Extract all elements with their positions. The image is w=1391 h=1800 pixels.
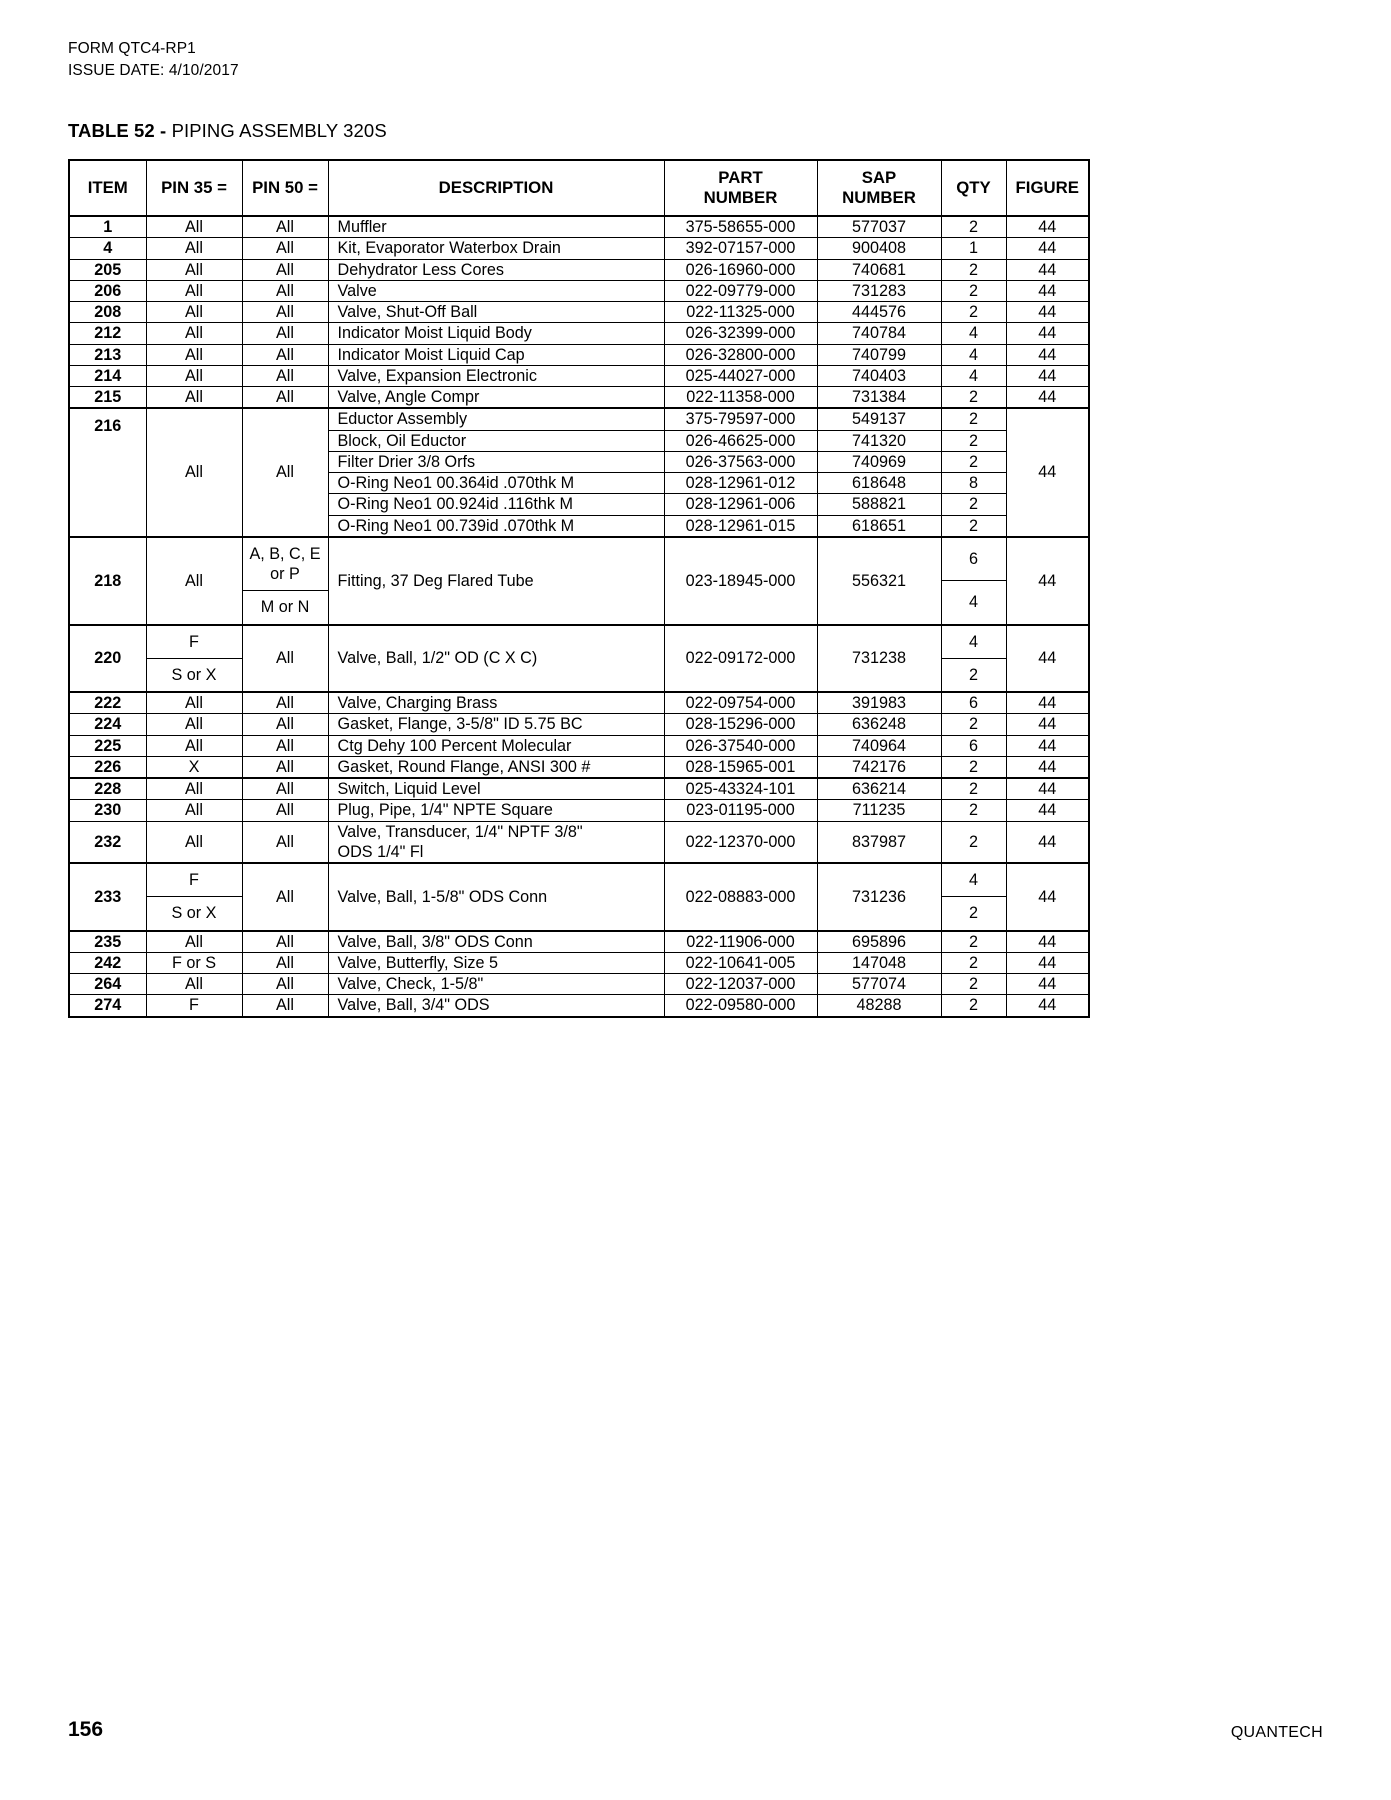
cell-qty-option-b: 2 <box>942 658 1006 691</box>
cell-description <box>328 821 664 863</box>
cell-sap-number: 740964 <box>817 735 941 756</box>
cell-sap-number: 731238 <box>817 625 941 693</box>
cell-part-number: 028-12961-006 <box>664 494 817 515</box>
cell-pin50: All <box>242 692 328 714</box>
table-row-group-220 <box>69 625 1089 693</box>
cell-qty: 2 <box>941 451 1006 472</box>
cell-pin35: All <box>146 735 242 756</box>
cell-part-number: 028-15296-000 <box>664 714 817 735</box>
cell-description: O-Ring Neo1 00.364id .070thk M <box>328 473 664 494</box>
parts-table <box>68 159 1090 1018</box>
cell-part-number: 022-12037-000 <box>664 974 817 995</box>
cell-qty: 2 <box>941 387 1006 409</box>
cell-pin50: All <box>242 216 328 238</box>
cell-qty: 2 <box>941 216 1006 238</box>
cell-item: 205 <box>69 259 146 280</box>
column-header-description: DESCRIPTION <box>328 160 664 216</box>
cell-pin50: All <box>242 259 328 280</box>
publisher-name: QUANTECH <box>1230 1724 1323 1741</box>
cell-pin50: All <box>242 238 328 259</box>
cell-sap-number: 741320 <box>817 430 941 451</box>
cell-item: 216 <box>69 408 146 537</box>
cell-sap-number: 742176 <box>817 756 941 778</box>
table-row <box>69 259 1089 280</box>
cell-description: Valve, Ball, 3/8" ODS Conn <box>328 931 664 953</box>
table-row <box>69 778 1089 800</box>
cell-sap-number: 48288 <box>817 995 941 1017</box>
cell-part-number: 022-12370-000 <box>664 821 817 863</box>
table-row <box>69 800 1089 821</box>
cell-description: Dehydrator Less Cores <box>328 259 664 280</box>
cell-pin50: All <box>242 974 328 995</box>
cell-item: 214 <box>69 365 146 386</box>
table-row <box>69 995 1089 1017</box>
cell-pin35: F <box>146 995 242 1017</box>
cell-part-number: 375-58655-000 <box>664 216 817 238</box>
cell-figure: 44 <box>1006 625 1089 693</box>
cell-sap-number: 731384 <box>817 387 941 409</box>
cell-qty: 2 <box>941 408 1006 430</box>
cell-pin50-split <box>242 537 328 625</box>
cell-pin35-split <box>146 863 242 931</box>
cell-pin35: All <box>146 931 242 953</box>
column-header-figure: FIGURE <box>1006 160 1089 216</box>
column-header-sap-number-line2: NUMBER <box>842 188 916 207</box>
table-row <box>69 714 1089 735</box>
cell-qty-split <box>941 863 1006 931</box>
cell-qty: 2 <box>941 800 1006 821</box>
cell-figure: 44 <box>1006 778 1089 800</box>
cell-part-number: 022-09172-000 <box>664 625 817 693</box>
cell-pin50: All <box>242 995 328 1017</box>
cell-pin50: All <box>242 931 328 953</box>
cell-description: Kit, Evaporator Waterbox Drain <box>328 238 664 259</box>
cell-description: Indicator Moist Liquid Cap <box>328 344 664 365</box>
cell-pin50: All <box>242 323 328 344</box>
cell-part-number: 023-01195-000 <box>664 800 817 821</box>
cell-description: Valve, Angle Compr <box>328 387 664 409</box>
cell-pin50: All <box>242 863 328 931</box>
cell-description: Plug, Pipe, 1/4" NPTE Square <box>328 800 664 821</box>
cell-pin35: All <box>146 974 242 995</box>
cell-sap-number: 695896 <box>817 931 941 953</box>
cell-figure: 44 <box>1006 280 1089 301</box>
cell-pin35: All <box>146 259 242 280</box>
cell-sap-number: 900408 <box>817 238 941 259</box>
cell-description: Filter Drier 3/8 Orfs <box>328 451 664 472</box>
table-row <box>69 974 1089 995</box>
cell-part-number: 022-11358-000 <box>664 387 817 409</box>
cell-item: 225 <box>69 735 146 756</box>
cell-figure: 44 <box>1006 387 1089 409</box>
cell-pin35: All <box>146 800 242 821</box>
cell-description: Eductor Assembly <box>328 408 664 430</box>
cell-sap-number: 618648 <box>817 473 941 494</box>
cell-sap-number: 577074 <box>817 974 941 995</box>
cell-item: 274 <box>69 995 146 1017</box>
cell-figure: 44 <box>1006 714 1089 735</box>
cell-part-number: 026-32399-000 <box>664 323 817 344</box>
cell-qty: 2 <box>941 995 1006 1017</box>
cell-sap-number: 740681 <box>817 259 941 280</box>
cell-item: 235 <box>69 931 146 953</box>
cell-pin50-option-a: A, B, C, E or P <box>249 544 321 583</box>
cell-pin35: All <box>146 408 242 537</box>
cell-part-number: 025-43324-101 <box>664 778 817 800</box>
cell-qty: 2 <box>941 430 1006 451</box>
cell-figure: 44 <box>1006 238 1089 259</box>
cell-description: Fitting, 37 Deg Flared Tube <box>328 537 664 625</box>
cell-item: 232 <box>69 821 146 863</box>
table-title <box>68 120 1323 142</box>
table-row <box>69 365 1089 386</box>
cell-pin50: All <box>242 778 328 800</box>
column-header-pin35: PIN 35 = <box>146 160 242 216</box>
cell-pin35-split <box>146 625 242 693</box>
cell-pin35: X <box>146 756 242 778</box>
cell-qty: 2 <box>941 952 1006 973</box>
cell-part-number: 022-10641-005 <box>664 952 817 973</box>
cell-pin35-option-a: F <box>189 871 199 889</box>
cell-pin35-option-b: S or X <box>147 896 242 929</box>
cell-pin35: All <box>146 387 242 409</box>
cell-description: Valve, Check, 1-5/8" <box>328 974 664 995</box>
cell-part-number: 022-09779-000 <box>664 280 817 301</box>
page-footer <box>68 1718 1323 1742</box>
cell-pin50: All <box>242 387 328 409</box>
cell-description: Valve, Ball, 1-5/8" ODS Conn <box>328 863 664 931</box>
table-row <box>69 735 1089 756</box>
cell-description-line1: Valve, Transducer, 1/4" NPTF 3/8" <box>337 822 583 841</box>
column-header-pin50: PIN 50 = <box>242 160 328 216</box>
cell-pin35: All <box>146 537 242 625</box>
cell-pin35: F or S <box>146 952 242 973</box>
cell-pin35: All <box>146 344 242 365</box>
table-row <box>69 323 1089 344</box>
cell-sap-number: 549137 <box>817 408 941 430</box>
cell-figure: 44 <box>1006 323 1089 344</box>
cell-sap-number: 731283 <box>817 280 941 301</box>
cell-qty: 8 <box>941 473 1006 494</box>
column-header-sap-number <box>817 160 941 216</box>
cell-pin35: All <box>146 280 242 301</box>
cell-pin35: All <box>146 365 242 386</box>
cell-pin35: All <box>146 692 242 714</box>
table-title-name: PIPING ASSEMBLY 320S <box>171 120 387 141</box>
cell-pin35: All <box>146 302 242 323</box>
cell-pin50: All <box>242 952 328 973</box>
cell-figure: 44 <box>1006 259 1089 280</box>
cell-qty: 2 <box>941 714 1006 735</box>
cell-description: Switch, Liquid Level <box>328 778 664 800</box>
column-header-part-number-line1: PART <box>718 168 763 188</box>
cell-description: O-Ring Neo1 00.924id .116thk M <box>328 494 664 515</box>
cell-pin50: All <box>242 302 328 323</box>
table-row <box>69 387 1089 409</box>
cell-sap-number: 731236 <box>817 863 941 931</box>
cell-sap-number: 577037 <box>817 216 941 238</box>
cell-sap-number: 837987 <box>817 821 941 863</box>
cell-pin35-option-a: F <box>189 632 199 651</box>
cell-part-number: 022-09754-000 <box>664 692 817 714</box>
cell-description: Muffler <box>328 216 664 238</box>
cell-figure: 44 <box>1006 216 1089 238</box>
cell-part-number: 022-11906-000 <box>664 931 817 953</box>
cell-item: 218 <box>69 537 146 625</box>
cell-sap-number: 147048 <box>817 952 941 973</box>
table-row <box>69 756 1089 778</box>
cell-description: Valve, Butterfly, Size 5 <box>328 952 664 973</box>
cell-item: 226 <box>69 756 146 778</box>
cell-description: Valve, Shut-Off Ball <box>328 302 664 323</box>
table-row-group-233 <box>69 863 1089 931</box>
form-number: FORM QTC4-RP1 <box>68 40 196 57</box>
column-header-part-number <box>664 160 817 216</box>
cell-item: 208 <box>69 302 146 323</box>
table-row <box>69 238 1089 259</box>
cell-qty: 6 <box>941 735 1006 756</box>
table-row <box>69 216 1089 238</box>
cell-description: Indicator Moist Liquid Body <box>328 323 664 344</box>
cell-figure: 44 <box>1006 995 1089 1017</box>
cell-description: Gasket, Round Flange, ANSI 300 # <box>328 756 664 778</box>
page-number: 156 <box>68 1718 104 1741</box>
cell-figure: 44 <box>1006 735 1089 756</box>
cell-figure: 44 <box>1006 537 1089 625</box>
cell-item: 228 <box>69 778 146 800</box>
table-row <box>69 692 1089 714</box>
cell-pin50: All <box>242 280 328 301</box>
cell-item: 224 <box>69 714 146 735</box>
cell-figure: 44 <box>1006 821 1089 863</box>
cell-pin35-option-b: S or X <box>147 658 242 691</box>
cell-qty: 2 <box>941 756 1006 778</box>
cell-part-number: 022-08883-000 <box>664 863 817 931</box>
column-header-sap-number-line1: SAP <box>861 168 897 188</box>
cell-description: Valve, Charging Brass <box>328 692 664 714</box>
cell-sap-number: 636214 <box>817 778 941 800</box>
table-row-group-218 <box>69 537 1089 625</box>
cell-description: Valve, Ball, 1/2" OD (C X C) <box>328 625 664 693</box>
cell-pin35: All <box>146 714 242 735</box>
table-header-row <box>69 160 1089 216</box>
cell-figure: 44 <box>1006 344 1089 365</box>
cell-figure: 44 <box>1006 692 1089 714</box>
cell-sap-number: 740969 <box>817 451 941 472</box>
cell-description: Valve, Expansion Electronic <box>328 365 664 386</box>
cell-part-number: 028-15965-001 <box>664 756 817 778</box>
cell-qty: 2 <box>941 821 1006 863</box>
cell-part-number: 028-12961-015 <box>664 515 817 537</box>
cell-qty-split <box>941 625 1006 693</box>
cell-figure: 44 <box>1006 952 1089 973</box>
issue-date: ISSUE DATE: 4/10/2017 <box>68 62 239 79</box>
cell-pin50: All <box>242 821 328 863</box>
cell-item: 264 <box>69 974 146 995</box>
cell-qty: 4 <box>941 344 1006 365</box>
cell-qty-option-b: 4 <box>942 580 1006 623</box>
cell-part-number: 026-37540-000 <box>664 735 817 756</box>
cell-description-line2: ODS 1/4" Fl <box>337 842 424 861</box>
column-header-qty: QTY <box>941 160 1006 216</box>
cell-description: O-Ring Neo1 00.739id .070thk M <box>328 515 664 537</box>
cell-figure: 44 <box>1006 931 1089 953</box>
cell-qty: 2 <box>941 280 1006 301</box>
cell-part-number: 022-09580-000 <box>664 995 817 1017</box>
cell-qty: 2 <box>941 494 1006 515</box>
cell-figure: 44 <box>1006 863 1089 931</box>
cell-qty: 2 <box>941 259 1006 280</box>
cell-pin50: All <box>242 408 328 537</box>
cell-qty-option-b: 2 <box>942 896 1006 929</box>
cell-description: Ctg Dehy 100 Percent Molecular <box>328 735 664 756</box>
cell-sap-number: 391983 <box>817 692 941 714</box>
cell-qty-option-a: 4 <box>968 871 978 889</box>
cell-pin35: All <box>146 238 242 259</box>
cell-figure: 44 <box>1006 365 1089 386</box>
cell-qty-split <box>941 537 1006 625</box>
cell-description: Gasket, Flange, 3-5/8" ID 5.75 BC <box>328 714 664 735</box>
cell-item: 206 <box>69 280 146 301</box>
cell-figure: 44 <box>1006 800 1089 821</box>
cell-figure: 44 <box>1006 408 1089 537</box>
cell-part-number: 023-18945-000 <box>664 537 817 625</box>
cell-pin35: All <box>146 216 242 238</box>
table-row-group-216 <box>69 408 1089 430</box>
cell-sap-number: 556321 <box>817 537 941 625</box>
cell-pin50: All <box>242 756 328 778</box>
cell-pin50: All <box>242 800 328 821</box>
column-header-part-number-line2: NUMBER <box>703 188 778 207</box>
cell-qty: 2 <box>941 931 1006 953</box>
table-title-label: TABLE 52 - <box>68 120 167 141</box>
cell-item: 213 <box>69 344 146 365</box>
parts-table-body <box>69 216 1089 1017</box>
cell-pin50: All <box>242 344 328 365</box>
cell-qty-option-a: 4 <box>968 632 978 651</box>
cell-qty: 2 <box>941 778 1006 800</box>
cell-item: 222 <box>69 692 146 714</box>
cell-part-number: 026-46625-000 <box>664 430 817 451</box>
cell-pin35: All <box>146 778 242 800</box>
cell-figure: 44 <box>1006 302 1089 323</box>
cell-pin50: All <box>242 625 328 693</box>
cell-pin50: All <box>242 365 328 386</box>
cell-part-number: 392-07157-000 <box>664 238 817 259</box>
cell-figure: 44 <box>1006 756 1089 778</box>
cell-qty: 4 <box>941 323 1006 344</box>
cell-part-number: 375-79597-000 <box>664 408 817 430</box>
cell-pin35: All <box>146 323 242 344</box>
cell-part-number: 026-37563-000 <box>664 451 817 472</box>
cell-qty: 2 <box>941 974 1006 995</box>
cell-qty: 1 <box>941 238 1006 259</box>
table-row <box>69 302 1089 323</box>
document-header <box>68 38 1323 82</box>
cell-description: Valve, Ball, 3/4" ODS <box>328 995 664 1017</box>
cell-sap-number: 444576 <box>817 302 941 323</box>
cell-qty: 4 <box>941 365 1006 386</box>
cell-item: 4 <box>69 238 146 259</box>
cell-item: 215 <box>69 387 146 409</box>
cell-pin50: All <box>242 714 328 735</box>
cell-qty: 2 <box>941 302 1006 323</box>
cell-item: 1 <box>69 216 146 238</box>
cell-sap-number: 711235 <box>817 800 941 821</box>
cell-part-number: 028-12961-012 <box>664 473 817 494</box>
cell-sap-number: 740403 <box>817 365 941 386</box>
cell-item: 212 <box>69 323 146 344</box>
cell-description: Block, Oil Eductor <box>328 430 664 451</box>
cell-item: 230 <box>69 800 146 821</box>
table-row <box>69 280 1089 301</box>
cell-qty: 6 <box>941 692 1006 714</box>
cell-sap-number: 636248 <box>817 714 941 735</box>
cell-pin50: All <box>242 735 328 756</box>
cell-pin35: All <box>146 821 242 863</box>
cell-item: 233 <box>69 863 146 931</box>
table-row-232 <box>69 821 1089 863</box>
cell-sap-number: 618651 <box>817 515 941 537</box>
cell-item: 242 <box>69 952 146 973</box>
table-row <box>69 952 1089 973</box>
cell-part-number: 025-44027-000 <box>664 365 817 386</box>
cell-part-number: 022-11325-000 <box>664 302 817 323</box>
cell-sap-number: 740784 <box>817 323 941 344</box>
cell-sap-number: 740799 <box>817 344 941 365</box>
column-header-item: ITEM <box>69 160 146 216</box>
cell-sap-number: 588821 <box>817 494 941 515</box>
cell-part-number: 026-16960-000 <box>664 259 817 280</box>
cell-figure: 44 <box>1006 974 1089 995</box>
cell-pin50-option-b: M or N <box>243 590 328 623</box>
cell-qty-option-a: 6 <box>968 549 978 568</box>
cell-item: 220 <box>69 625 146 693</box>
cell-part-number: 026-32800-000 <box>664 344 817 365</box>
cell-description: Valve <box>328 280 664 301</box>
table-row <box>69 344 1089 365</box>
table-row <box>69 931 1089 953</box>
cell-qty: 2 <box>941 515 1006 537</box>
